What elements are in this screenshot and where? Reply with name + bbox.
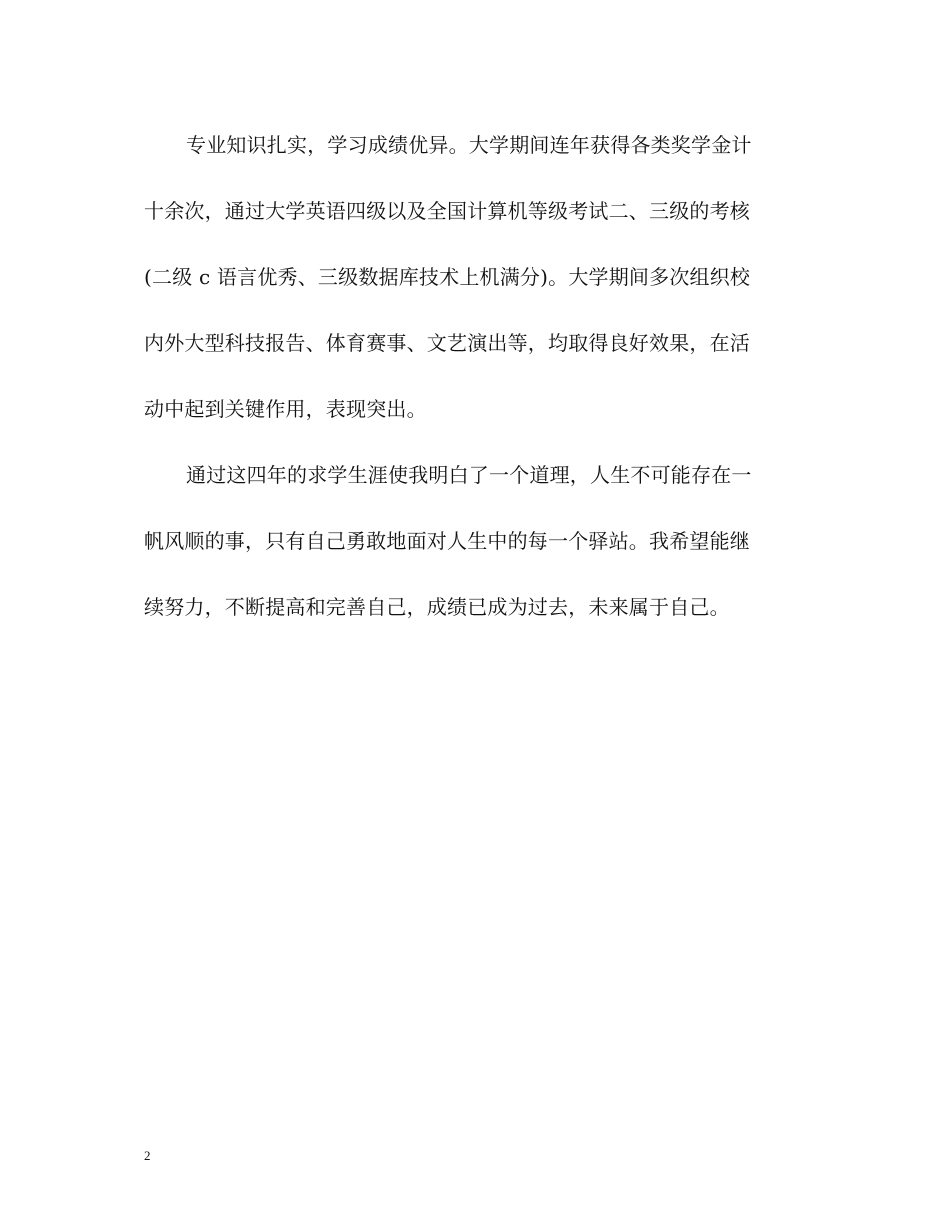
paragraph-line: 帆风顺的事，只有自己勇敢地面对人生中的每一个驿站。我希望能继 — [144, 529, 750, 553]
paragraph-1 — [144, 112, 804, 442]
paragraph-line: 专业知识扎实，学习成绩优异。大学期间连年获得各类奖学金计 — [186, 133, 752, 157]
paragraph-line: 内外大型科技报告、体育赛事、文艺演出等，均取得良好效果，在活 — [144, 331, 750, 355]
paragraph-line: (二级 c 语言优秀、三级数据库技术上机满分)。大学期间多次组织校 — [144, 265, 751, 289]
paragraph-line: 续努力，不断提高和完善自己，成绩已成为过去，未来属于自己。 — [144, 595, 730, 619]
page-number: 2 — [144, 1148, 151, 1163]
paragraph-line: 动中起到关键作用，表现突出。 — [144, 397, 427, 421]
paragraph-2 — [144, 442, 804, 640]
paragraph-line: 十余次，通过大学英语四级以及全国计算机等级考试二、三级的考核 — [144, 199, 750, 223]
paragraph-line: 通过这四年的求学生涯使我明白了一个道理，人生不可能存在一 — [186, 463, 752, 487]
document-body — [144, 112, 804, 640]
